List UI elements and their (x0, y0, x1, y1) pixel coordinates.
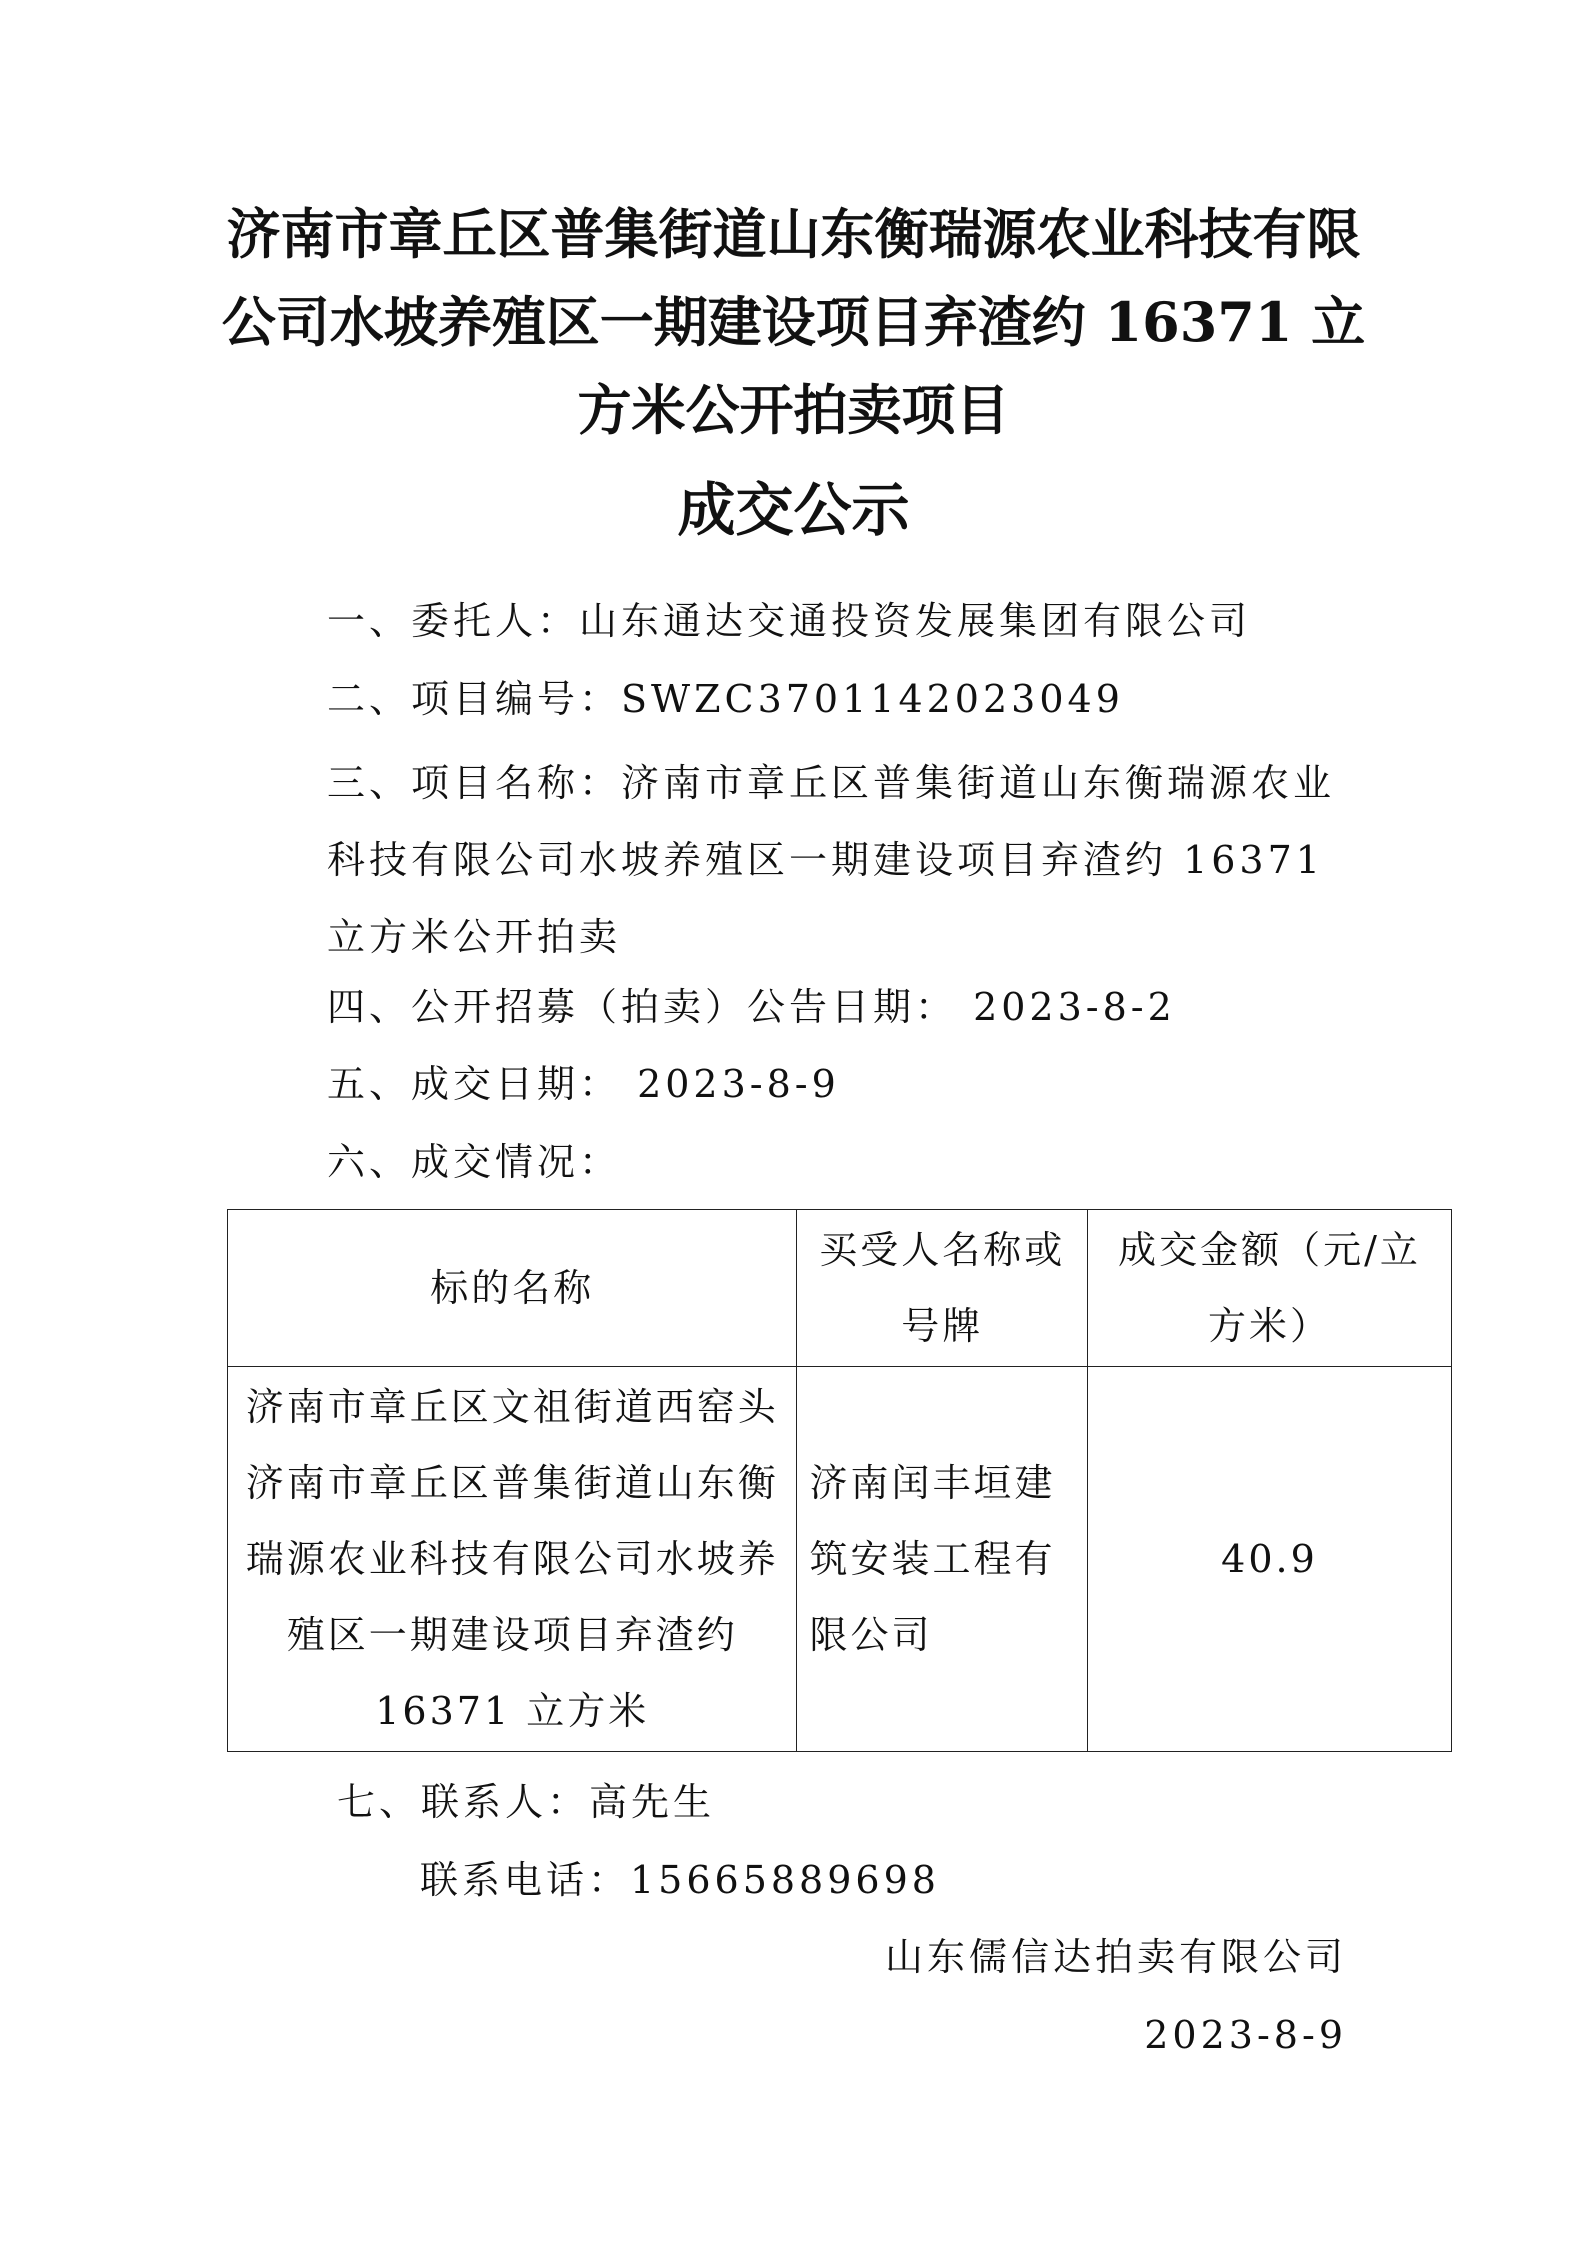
deal-date-line: 五、成交日期： 2023-8-9 (327, 1062, 840, 1106)
header-subject: 标的名称 (228, 1210, 797, 1367)
deal-status-line: 六、成交情况： (327, 1140, 622, 1184)
project-name-paragraph (245, 745, 1355, 976)
deal-table (227, 1209, 1452, 1752)
contact-person-line: 七、联系人：高先生 (337, 1780, 716, 1824)
project-number-line: 二、项目编号：SWZC3701142023049 (327, 677, 1124, 721)
document-title: 济南市章丘区普集街道山东衡瑞源农业科技有限公司水坡养殖区一期建设项目弃渣约 16371 立方米公开拍卖项目 (221, 202, 1366, 442)
table-row (228, 1367, 1452, 1752)
document-subtitle: 成交公示 (677, 476, 910, 544)
contact-phone-line: 联系电话：15665889698 (420, 1858, 940, 1902)
project-name-text: 三、项目名称：济南市章丘区普集街道山东衡瑞源农业科技有限公司水坡养殖区一期建设项目弃渣约 16371 立方米公开拍卖 (327, 761, 1336, 959)
cell-price: 40.9 (1087, 1367, 1451, 1752)
cell-subject: 济南市章丘区文祖街道西窑头济南市章丘区普集街道山东衡瑞源农业科技有限公司水坡养殖区一期建设项目弃渣约 16371 立方米 (228, 1367, 797, 1752)
footer-date: 2023-8-9 (1144, 2013, 1347, 2057)
entrust-line: 一、委托人：山东通达交通投资发展集团有限公司 (327, 599, 1252, 643)
notice-date-line: 四、公开招募（拍卖）公告日期： 2023-8-2 (327, 985, 1176, 1029)
table-header-row (228, 1210, 1452, 1367)
header-buyer: 买受人名称或号牌 (797, 1210, 1087, 1367)
footer-company: 山东儒信达拍卖有限公司 (884, 1935, 1347, 1979)
header-price: 成交金额（元/立方米） (1087, 1210, 1451, 1367)
cell-buyer: 济南闰丰垣建筑安装工程有限公司 (797, 1367, 1087, 1752)
